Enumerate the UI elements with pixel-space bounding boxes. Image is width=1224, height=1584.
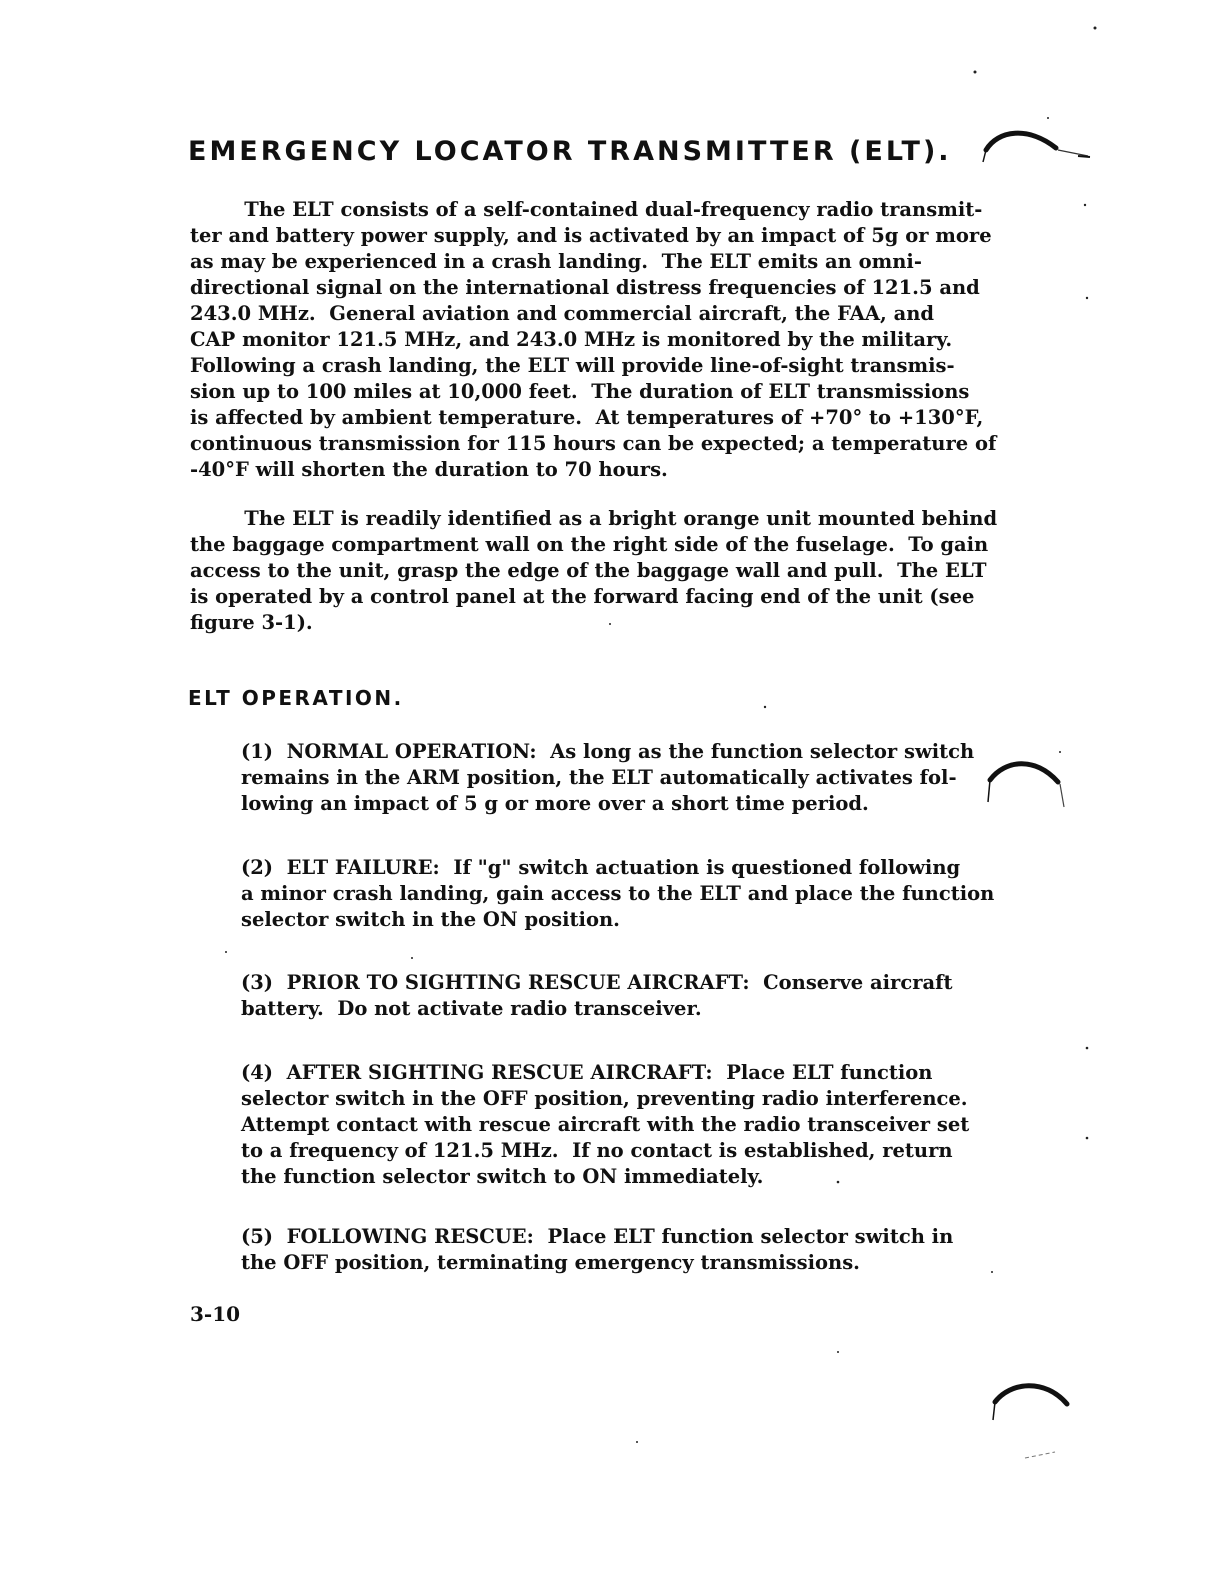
section-heading: ELT OPERATION.	[188, 686, 404, 710]
operation-step: (2) ELT FAILURE: If "g" switch actuation is questioned following a minor crash landing, gain access to the ELT and place the function selector switch in the ON position.	[241, 856, 995, 931]
page-number: 3-10	[190, 1302, 241, 1326]
intro-paragraph-2: The ELT is readily identified as a bright orange unit mounted behind the baggage compartment wall on the right side of the fuselage. To gain access to the unit, grasp the edge of the baggage wall and pull. The ELT is operated by a control panel at the forward facing end of the unit (see figure 3-1).	[190, 507, 998, 634]
operation-step: (4) AFTER SIGHTING RESCUE AIRCRAFT: Place ELT function selector switch in the OFF position, preventing radio interference. Attempt contact with rescue aircraft with the radio transceiver set to a frequency of 121.5 MHz. If no contact is established, return the function selector switch to ON immediately.	[241, 1061, 970, 1188]
operation-step: (5) FOLLOWING RESCUE: Place ELT function selector switch in the OFF position, terminating emergency transmissions.	[241, 1225, 954, 1274]
intro-paragraph-1: The ELT consists of a self-contained dual-frequency radio transmit- ter and battery power supply, and is activated by an impact of 5g or more as may be experienced in a crash landing. The ELT emits an omni- directional signal on the international distress frequencies of 121.5 and 243.0 MHz. General aviation and commercial aircraft, the FAA, and CAP monitor 121.5 MHz, and 243.0 MHz is monitored by the military. Following a crash landing, the ELT will provide line-of-sight transmis- sion up to 100 miles at 10,000 feet. The duration of ELT transmissions is affected by ambient temperature. At temperatures of +70° to +130°F, continuous transmission for 115 hours can be expected; a temperature of -40°F will shorten the duration to 70 hours.	[190, 198, 997, 481]
page-title: EMERGENCY LOCATOR TRANSMITTER (ELT).	[188, 136, 952, 167]
operation-step: (3) PRIOR TO SIGHTING RESCUE AIRCRAFT: Conserve aircraft battery. Do not activate radio transceiver.	[241, 971, 953, 1020]
operation-step: (1) NORMAL OPERATION: As long as the function selector switch remains in the ARM position, the ELT automatically activates fol- lowing an impact of 5 g or more over a short time period.	[241, 740, 975, 815]
